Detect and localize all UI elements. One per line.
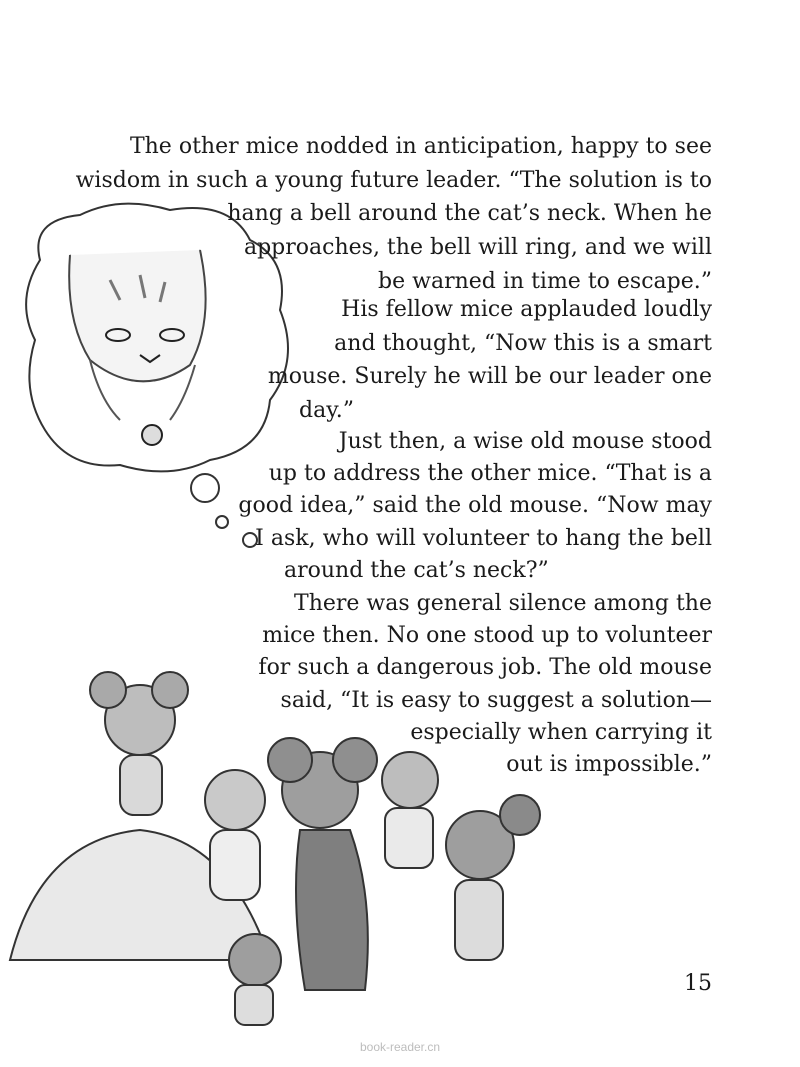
story-line: up to address the other mice. “That is a [268, 461, 712, 486]
watermark-text: book-reader.cn [359, 1040, 441, 1054]
story-line: especially when carrying it [410, 720, 712, 745]
story-line: approaches, the bell will ring, and we will [243, 235, 712, 260]
story-line: said, “It is easy to suggest a solution— [280, 688, 712, 713]
story-line: around the cat’s neck?” [284, 558, 549, 583]
story-line: mice then. No one stood up to volunteer [262, 623, 712, 648]
story-line: hang a bell around the cat’s neck. When he [227, 201, 712, 226]
story-line: for such a dangerous job. The old mouse [258, 655, 712, 680]
story-line: wisdom in such a young future leader. “The solution is to [75, 168, 712, 193]
story-line: His fellow mice applauded loudly [341, 297, 712, 322]
story-line: I ask, who will volunteer to hang the bell [255, 526, 712, 551]
story-line: There was general silence among the [294, 591, 712, 616]
story-line: The other mice nodded in anticipation, happy to see [129, 134, 712, 159]
story-line: good idea,” said the old mouse. “Now may [238, 493, 712, 518]
story-line: and thought, “Now this is a smart [334, 331, 712, 356]
story-line: day.” [299, 398, 354, 423]
story-line: mouse. Surely he will be our leader one [267, 364, 712, 389]
story-line: Just then, a wise old mouse stood [338, 429, 712, 454]
story-line: be warned in time to escape.” [378, 269, 712, 294]
page-number: 15 [684, 971, 712, 996]
story-line: out is impossible.” [506, 752, 712, 777]
